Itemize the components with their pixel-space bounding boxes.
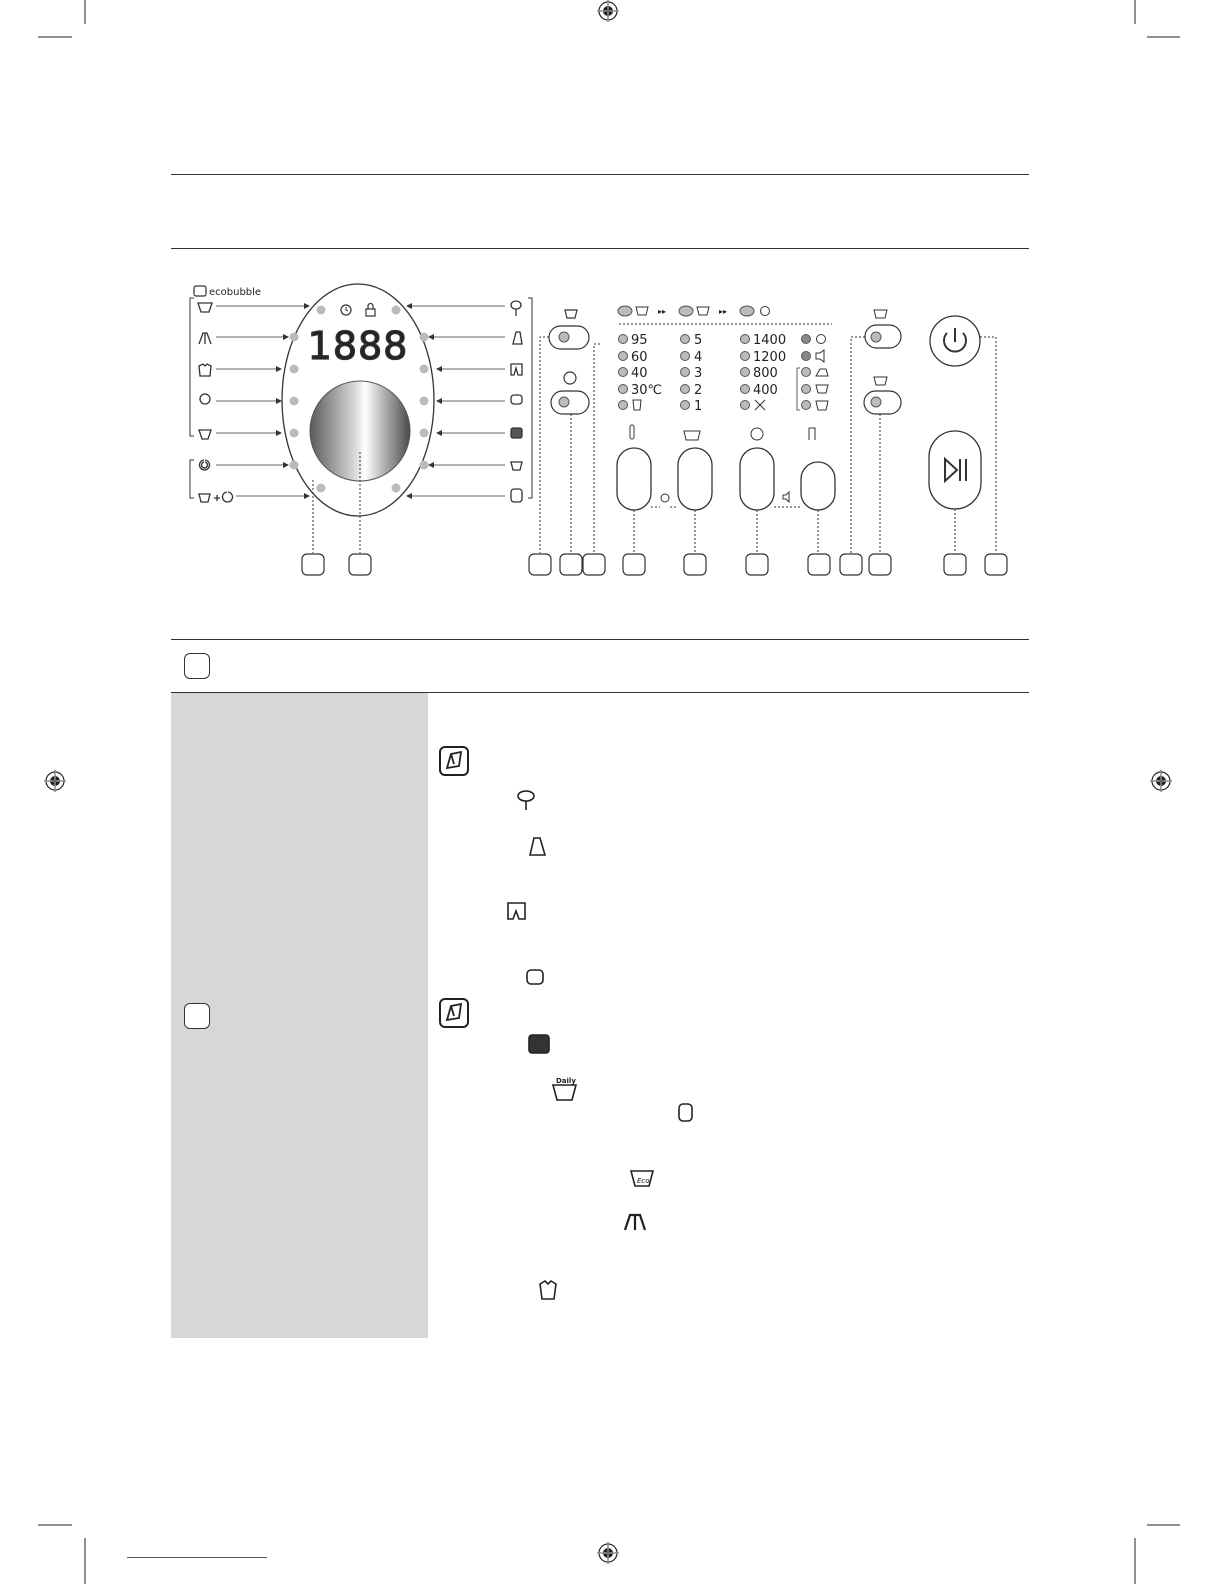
temperature-options	[619, 333, 663, 410]
synthetics-icon	[530, 838, 545, 855]
row-number-box-1	[184, 653, 210, 679]
ecobubble-button[interactable]	[865, 325, 901, 348]
svg-text:400: 400	[753, 383, 778, 398]
bedding-icon	[527, 970, 543, 984]
drum-clean-eco-icon	[679, 1104, 692, 1121]
note-icon	[439, 746, 469, 776]
mixed-icon	[511, 428, 522, 438]
jeans-icon	[511, 364, 522, 375]
header-rule-top	[171, 174, 1029, 175]
svg-text:30℃: 30℃	[631, 383, 663, 398]
callout-box	[684, 554, 706, 575]
callout-box	[808, 554, 830, 575]
svg-text:95: 95	[631, 333, 648, 348]
spin-button[interactable]	[740, 448, 774, 510]
callout-box	[985, 554, 1007, 575]
table-rule-top	[171, 639, 1029, 640]
option-button[interactable]	[801, 462, 835, 510]
bedding-icon	[511, 395, 522, 404]
soak-button[interactable]	[864, 391, 901, 414]
start-pause-button[interactable]	[929, 431, 981, 509]
cotton-icon	[511, 301, 521, 316]
no-spin-icon	[755, 400, 765, 410]
sound-off-icon	[816, 350, 824, 362]
svg-text:4: 4	[694, 350, 703, 365]
option-header-icon	[809, 428, 815, 440]
drum-clean-icon	[511, 489, 522, 502]
delay-end-icon	[564, 372, 576, 384]
svg-text:5: 5	[694, 333, 703, 348]
svg-text:▸▸: ▸▸	[719, 307, 728, 316]
soak-button-icon	[874, 377, 887, 385]
svg-text:2: 2	[694, 383, 703, 398]
outdoor-icon	[625, 1215, 645, 1230]
svg-text:Daily: Daily	[556, 1077, 576, 1085]
rinse-spin-icon	[199, 492, 233, 502]
svg-text:▸▸: ▸▸	[658, 307, 667, 316]
shirt-icon	[199, 364, 211, 376]
jeans-icon	[508, 903, 525, 919]
cold-water-icon	[633, 400, 641, 410]
brand-label: ecobubble	[209, 287, 262, 298]
outdoor-icon	[199, 333, 211, 344]
callout-box	[529, 554, 551, 575]
wool-icon	[200, 394, 210, 404]
header-rule-bottom	[171, 248, 1029, 249]
registration-mark-top	[596, 0, 620, 24]
svg-text:800: 800	[753, 366, 778, 381]
extra-options	[797, 335, 828, 411]
ecobubble-button-icon	[874, 310, 887, 318]
callout-box	[746, 554, 768, 575]
iron-icon	[816, 369, 828, 376]
baby-care-icon	[198, 303, 212, 312]
baby-care-icon	[540, 1281, 556, 1299]
eco-wash-button-icon	[565, 310, 577, 318]
callout-box	[560, 554, 582, 575]
callout-box	[349, 554, 371, 575]
guide-icons	[0, 780, 1224, 1380]
temp-button[interactable]	[617, 448, 651, 510]
spin-header-icon	[751, 428, 763, 440]
delay-end-button[interactable]	[551, 391, 589, 414]
footer-link-underline	[127, 1557, 267, 1558]
handwash-icon	[199, 430, 211, 439]
daily-icon	[511, 462, 522, 470]
svg-text:1200: 1200	[753, 350, 787, 365]
cycle-progress-row	[618, 306, 770, 316]
svg-text:3: 3	[694, 366, 703, 381]
callout-box	[869, 554, 891, 575]
spin-options	[741, 333, 787, 410]
daily-wash-icon	[553, 1085, 576, 1100]
svg-text:40: 40	[631, 366, 648, 381]
display-digits: 1888	[307, 324, 409, 368]
child-lock-combo-icon	[661, 494, 669, 502]
ecobubble-logo	[194, 286, 261, 298]
svg-text:Eco: Eco	[637, 1177, 650, 1185]
intensive-icon	[816, 385, 828, 393]
callout-box	[944, 554, 966, 575]
synthetics-icon	[513, 332, 522, 344]
rinse-plus-icon	[816, 401, 828, 410]
cotton-icon	[518, 791, 534, 810]
rinse-options	[681, 333, 703, 414]
callout-box	[840, 554, 862, 575]
svg-text:60: 60	[631, 350, 648, 365]
child-lock-icon	[817, 335, 826, 344]
callout-box	[623, 554, 645, 575]
thermometer-icon	[630, 425, 634, 439]
mixed-icon	[529, 1035, 549, 1053]
callout-box	[302, 554, 324, 575]
sound-combo-icon	[783, 492, 789, 502]
rinse-header-icon	[684, 431, 700, 440]
rinse-button[interactable]	[678, 448, 712, 510]
registration-mark-bottom	[596, 1541, 620, 1565]
svg-text:1400: 1400	[753, 333, 787, 348]
spin-icon	[200, 460, 210, 470]
callout-box	[583, 554, 605, 575]
svg-text:1: 1	[694, 399, 703, 414]
